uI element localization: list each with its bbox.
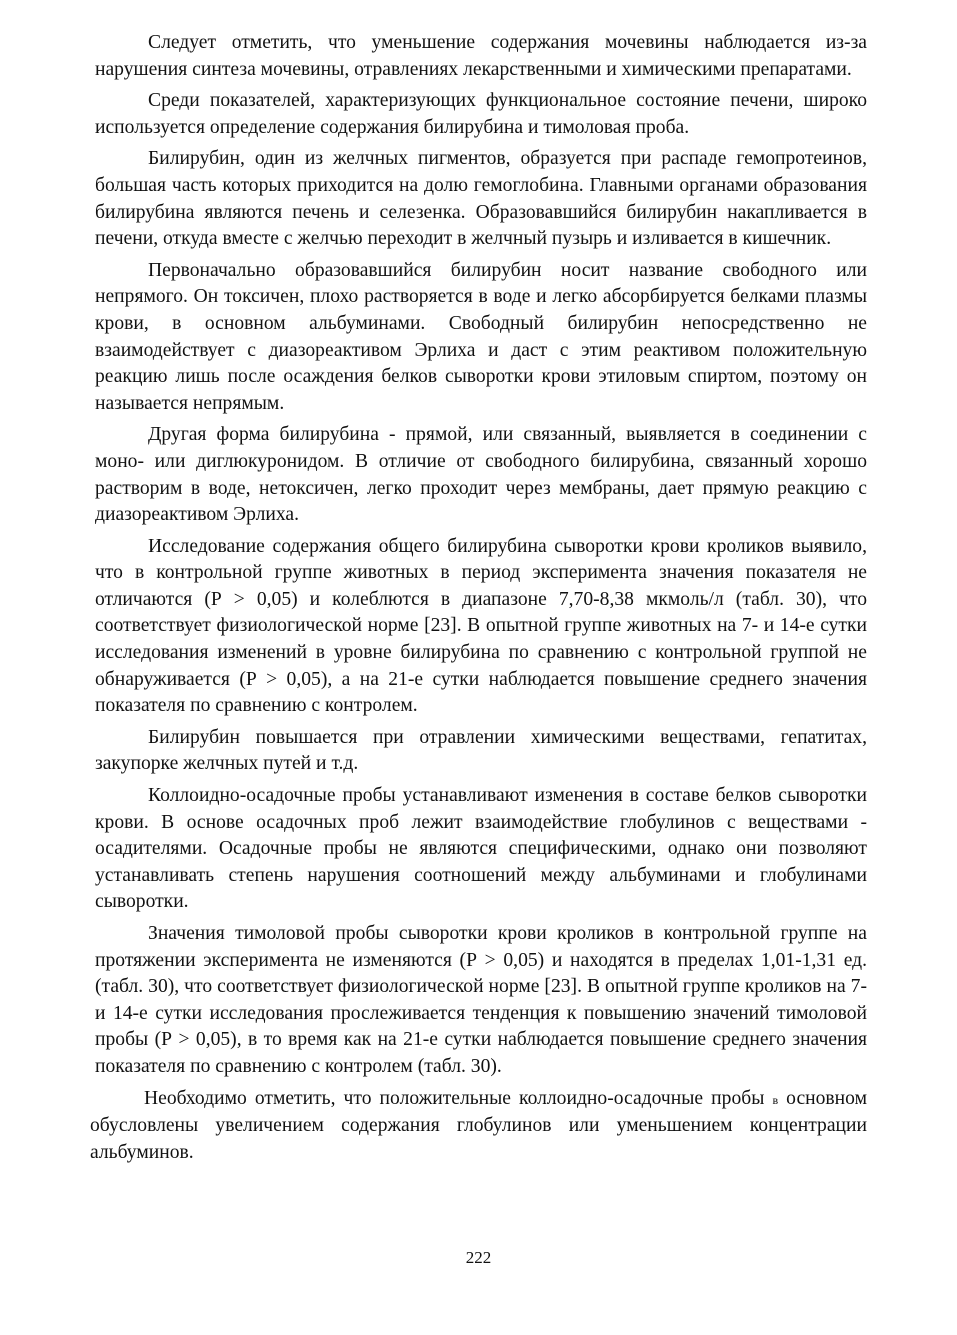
page-number: 222: [465, 1248, 492, 1267]
conclusion-small-word: в: [772, 1092, 779, 1107]
paragraph-conclusion: [90, 1086, 867, 1167]
document-page: [90, 30, 867, 1171]
paragraph-bilirubin-origin: Билирубин, один из желчных пигментов, образуется при распаде гемопротеинов, большая часть которых приходится на долю гемоглобина. Главными органами образования билирубина являются печень и селезенка. Образовавшийся билирубин накапливается в печени, откуда вместе с желчью переходит в желчный пузырь и изливается в кишечник.: [95, 148, 867, 250]
paragraph-indirect-bilirubin: Первоначально образовавшийся билирубин носит название свободного или непрямого. Он токсичен, плохо растворяется в воде и легко абсорбируется белками плазмы крови, в основном альбуминами. Свободный билирубин непосредственно не взаимодействует с диазореактивом Эрлиха и даст с этим реактивом положительную реакцию лишь после осаждения белков сыворотки крови этиловым спиртом, поэтому он называется непрямым.: [95, 259, 867, 414]
conclusion-text-start: Необходимо отметить, что положительные коллоидно-осадочные пробы: [144, 1087, 773, 1109]
paragraph-thymol-test: Значения тимоловой пробы сыворотки крови кроликов в контрольной группе на протяжении эксперимента не изменяются (Р > 0,05) и находятся в пределах 1,01-1,31 ед. (табл. 30), что соответствует физиологической норме [23]. В опытной группе кроликов на 7- и 14-е сутки исследования прослеживается тенденция к повышению значений тимоловой пробы (Р > 0,05), в то время как на 21-е сутки наблюдается повышение среднего значения показателя по сравнению с контролем (табл. 30).: [95, 923, 867, 1077]
paragraph-direct-bilirubin: Другая форма билирубина - прямой, или связанный, выявляется в соединении с моно- или диглюкуронидом. В отличие от свободного билирубина, связанный хорошо растворим в воде, нетоксичен, легко проходит через мембраны, дает прямую реакцию с диазореактивом Эрлиха.: [95, 424, 867, 526]
conclusion-text-end: основном обусловлены увеличением содержания глобулинов или уменьшением концентрации альбуминов.: [90, 1087, 867, 1163]
paragraph-colloid-tests: Коллоидно-осадочные пробы устанавливают изменения в составе белков сыворотки крови. В основе осадочных проб лежит взаимодействие глобулинов с веществами - осадителями. Осадочные пробы не являются специфическими, однако они позволяют устанавливать степень нарушения соотношений между альбуминами и глобулинами сыворотки.: [95, 785, 867, 913]
paragraph-liver-indicators: Среди показателей, характеризующих функциональное состояние печени, широко используется определение содержания билирубина и тимоловая проба.: [95, 90, 867, 138]
paragraph-urea: Следует отметить, что уменьшение содержания мочевины наблюдается из-за нарушения синтеза мочевины, отравлениях лекарственными и химическими препаратами.: [95, 32, 867, 80]
paragraph-bilirubin-study: Исследование содержания общего билирубина сыворотки крови кроликов выявило, что в контрольной группе животных в период эксперимента значения показателя не отличаются (Р > 0,05) и колеблются в диапазоне 7,70-8,38 мкмоль/л (табл. 30), что соответствует физиологической норме [23]. В опытной группе животных на 7- и 14-е сутки исследования изменений в уровне билирубина по сравнению с контрольной группой не обнаруживается (Р > 0,05), а на 21-е сутки наблюдается повышение среднего значения показателя по сравнению с контролем.: [95, 535, 867, 717]
paragraph-bilirubin-increase: Билирубин повышается при отравлении химическими веществами, гепатитах, закупорке желчных путей и т.д.: [95, 726, 867, 775]
